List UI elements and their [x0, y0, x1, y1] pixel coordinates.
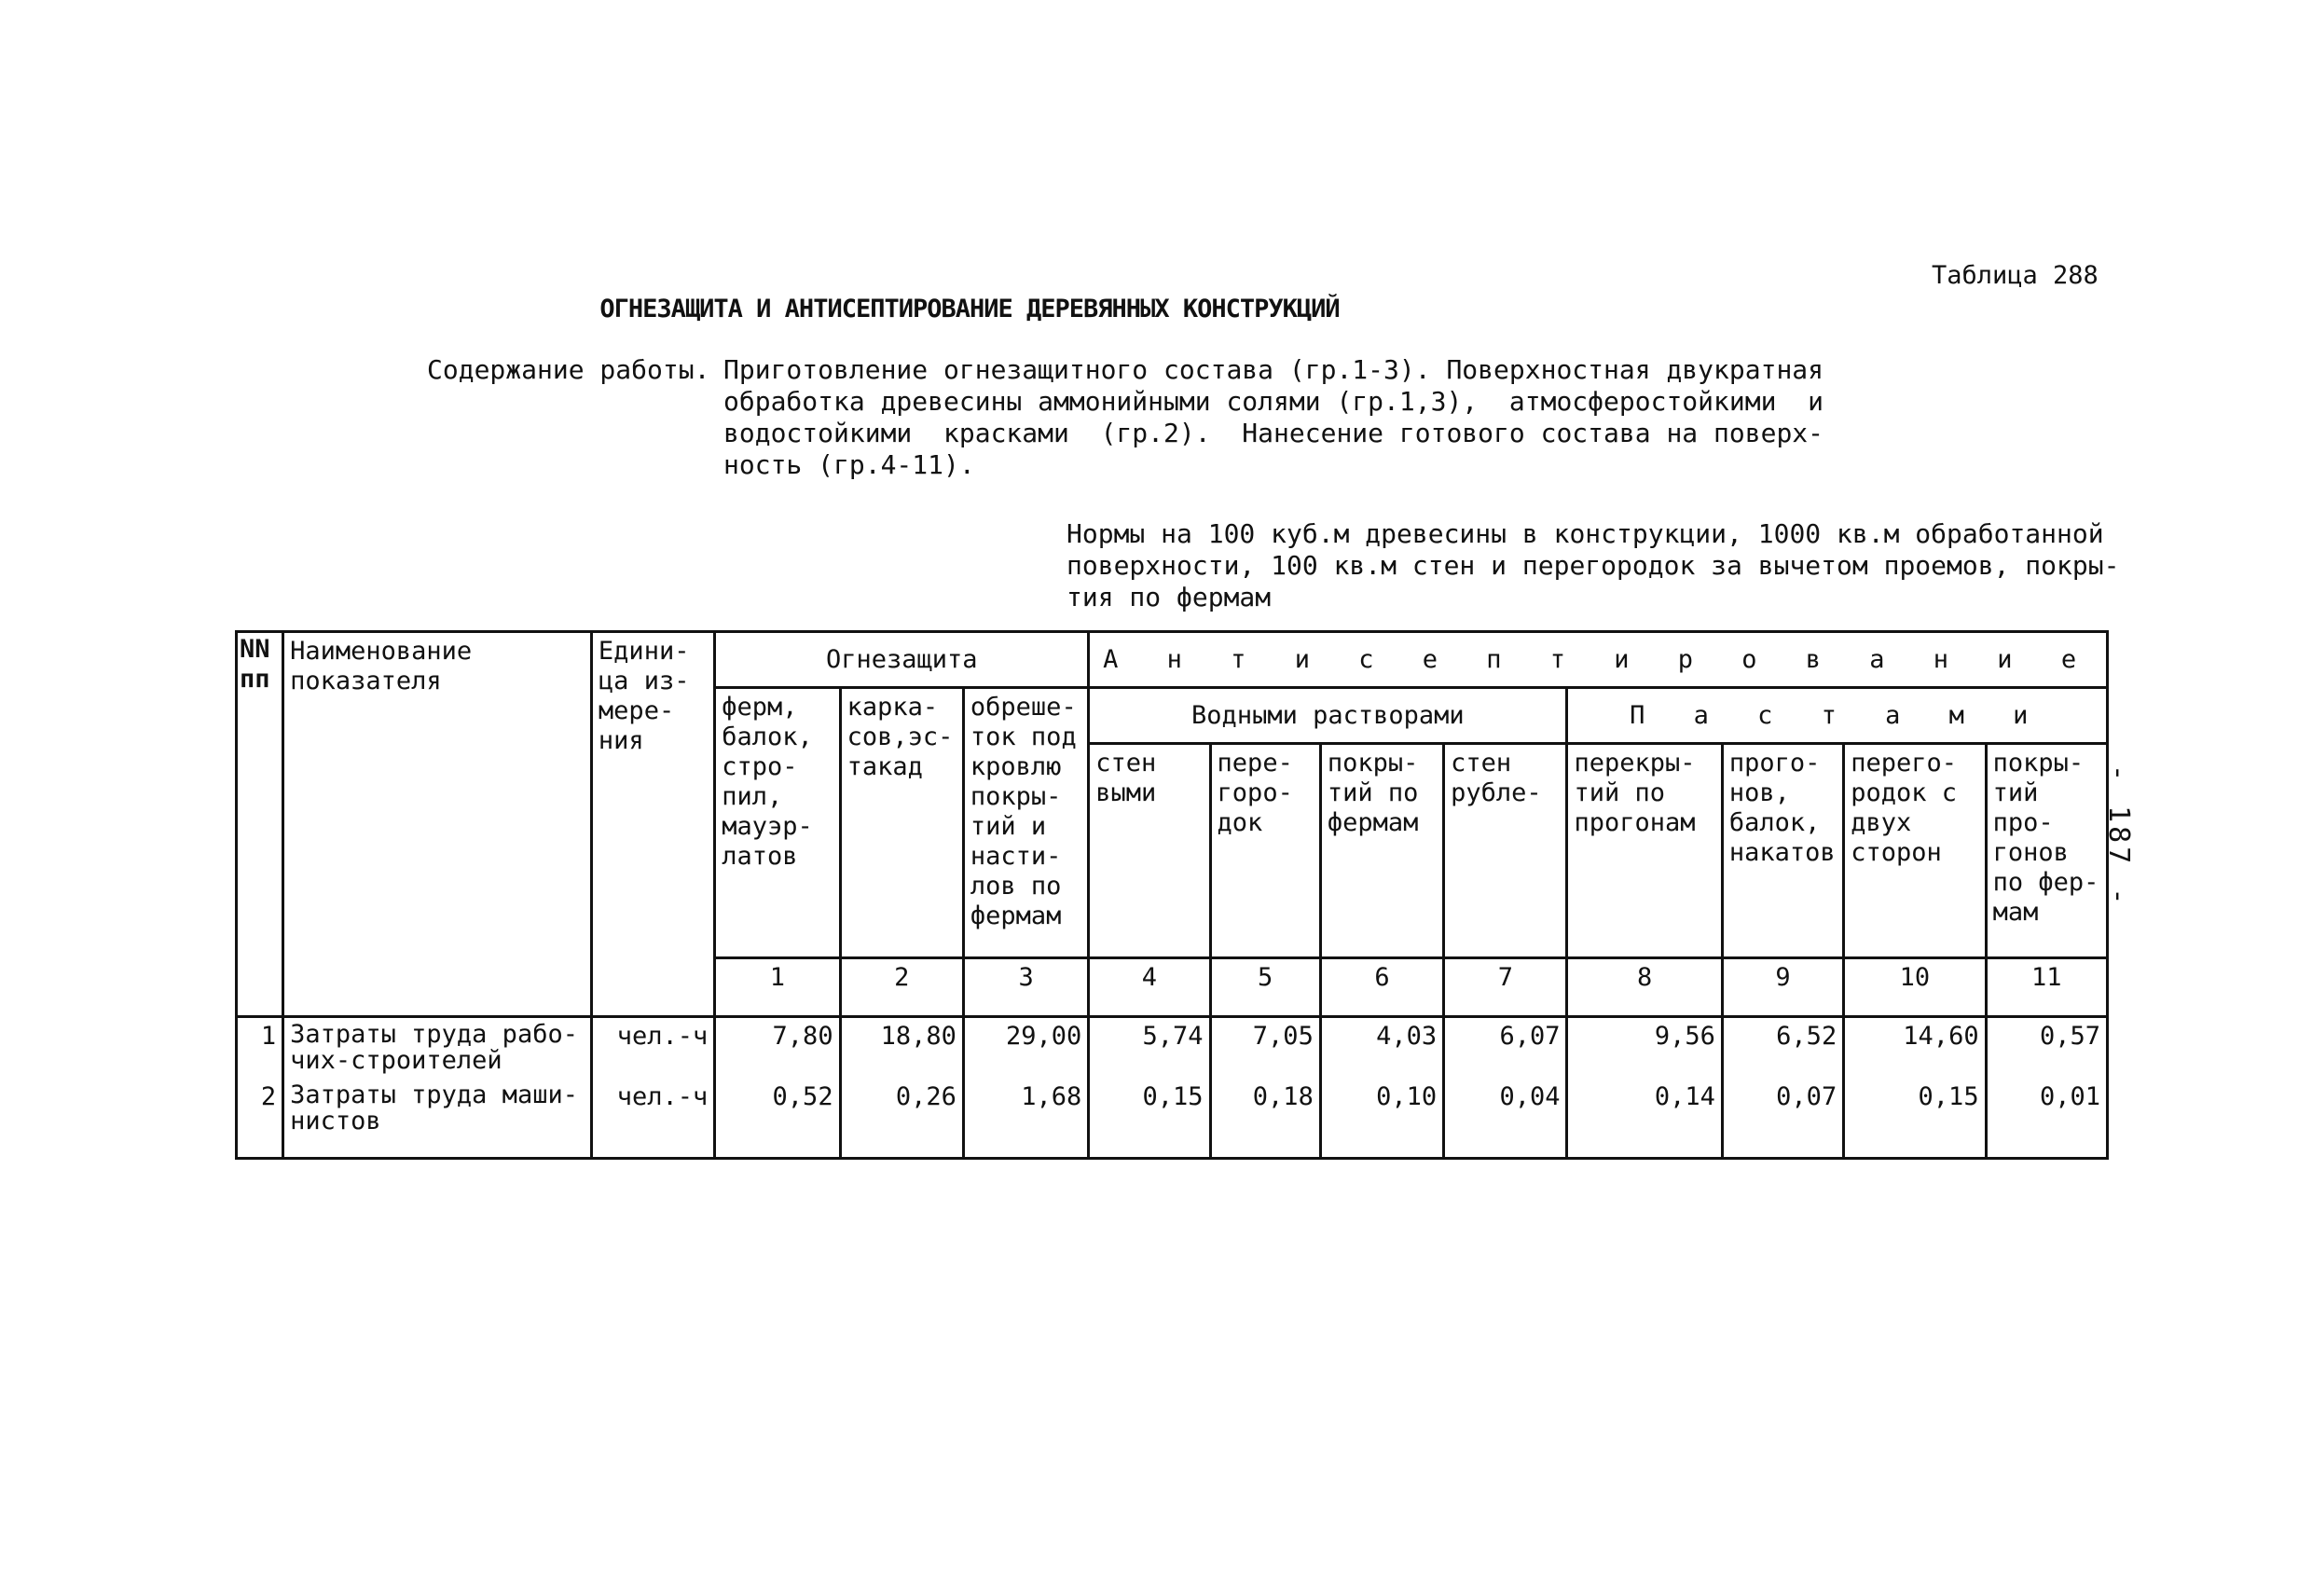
cell-value: 6,52	[1722, 1017, 1843, 1079]
column-number: 4	[1089, 958, 1210, 1017]
header-col-8: перекры- тий по прогонам	[1567, 744, 1722, 958]
header-unit: Едини- ца из- мерe- ния	[591, 632, 714, 1017]
column-number: 6	[1320, 958, 1443, 1017]
cell-value: 0,26	[840, 1079, 963, 1159]
row-unit: чел.-ч	[591, 1079, 714, 1159]
norms-table	[235, 630, 2109, 1160]
header-col-7: стен рубле-	[1444, 744, 1567, 958]
cell-value: 6,07	[1444, 1017, 1567, 1079]
header-pastes: П а с т а м и	[1567, 688, 2108, 744]
cell-value: 0,04	[1444, 1079, 1567, 1159]
norms-line: тия по фермам	[1067, 582, 1272, 612]
header-name: Наименование показателя	[283, 632, 592, 1017]
table-row	[237, 1079, 2108, 1159]
header-antiseptic: А н т и с е п т и р о в а н и е	[1089, 632, 2108, 688]
row-number: 2	[237, 1079, 283, 1159]
header-col-5: пере- горо- док	[1210, 744, 1320, 958]
column-number: 7	[1444, 958, 1567, 1017]
document-title: ОГНЕЗАЩИТА И АНТИСЕПТИРОВАНИЕ ДЕРЕВЯННЫХ КОНСТРУКЦИЙ	[599, 295, 1340, 323]
column-number: 11	[1986, 958, 2107, 1017]
column-number: 5	[1210, 958, 1320, 1017]
column-number: 1	[715, 958, 840, 1017]
column-number: 2	[840, 958, 963, 1017]
header-col-2: карка- сов,эс- такад	[840, 688, 963, 958]
cell-value: 7,05	[1210, 1017, 1320, 1079]
header-row	[237, 632, 2108, 688]
page-number: - 187 -	[2102, 764, 2135, 909]
cell-value: 0,52	[715, 1079, 840, 1159]
header-col-11: покры- тий про- гонов по фер- мам	[1986, 744, 2107, 958]
column-number: 8	[1567, 958, 1722, 1017]
content-line: обработка древесины аммонийными солями (гр.1,3), атмосферостойкими и	[723, 386, 1824, 417]
header-nn: NN пп	[237, 632, 283, 1017]
cell-value: 9,56	[1567, 1017, 1722, 1079]
column-number: 9	[1722, 958, 1843, 1017]
cell-value: 29,00	[963, 1017, 1088, 1079]
row-unit: чел.-ч	[591, 1017, 714, 1079]
column-number: 3	[963, 958, 1088, 1017]
cell-value: 14,60	[1844, 1017, 1986, 1079]
header-fire-protection: Огнезащита	[715, 632, 1089, 688]
column-number: 10	[1844, 958, 1986, 1017]
cell-value: 4,03	[1320, 1017, 1443, 1079]
cell-value: 7,80	[715, 1017, 840, 1079]
header-col-9: прого- нов, балок, накатов	[1722, 744, 1843, 958]
row-name: Затраты труда рабо- чих-строителей	[283, 1017, 592, 1079]
header-water-solutions: Водными растворами	[1089, 688, 1567, 744]
header-col-3: обреше- ток под кровлю покры- тий и насти- лов по фермам	[963, 688, 1088, 958]
cell-value: 0,07	[1722, 1079, 1843, 1159]
row-number: 1	[237, 1017, 283, 1079]
cell-value: 0,15	[1844, 1079, 1986, 1159]
table-number: Таблица 288	[1932, 261, 2099, 290]
norms-line: Нормы на 100 куб.м древесины в конструкции, 1000 кв.м обработанной	[1067, 518, 2104, 549]
cell-value: 0,01	[1986, 1079, 2107, 1159]
header-col-6: покры- тий по фермам	[1320, 744, 1443, 958]
table-row	[237, 1017, 2108, 1079]
content-line: ность (гр.4-11).	[723, 449, 975, 480]
header-col-10: перего- родок с двух сторон	[1844, 744, 1986, 958]
content-line: Приготовление огнезащитного состава (гр.1-3). Поверхностная двукратная	[723, 354, 1824, 385]
cell-value: 0,14	[1567, 1079, 1722, 1159]
cell-value: 0,10	[1320, 1079, 1443, 1159]
header-col-4: стен выми	[1089, 744, 1210, 958]
cell-value: 0,18	[1210, 1079, 1320, 1159]
cell-value: 0,15	[1089, 1079, 1210, 1159]
content-description	[723, 354, 1824, 481]
cell-value: 18,80	[840, 1017, 963, 1079]
content-label: Содержание работы.	[427, 354, 710, 385]
row-name: Затраты труда маши- нистов	[283, 1079, 592, 1159]
cell-value: 5,74	[1089, 1017, 1210, 1079]
norms-note	[1067, 518, 2119, 613]
cell-value: 0,57	[1986, 1017, 2107, 1079]
norms-line: поверхности, 100 кв.м стен и перегородок за вычетом проемов, покры-	[1067, 550, 2120, 581]
content-line: водостойкими красками (гр.2). Нанесение готового состава на поверх-	[723, 418, 1824, 448]
cell-value: 1,68	[963, 1079, 1088, 1159]
header-col-1: ферм, балок, стро- пил, мауэр- латов	[715, 688, 840, 958]
